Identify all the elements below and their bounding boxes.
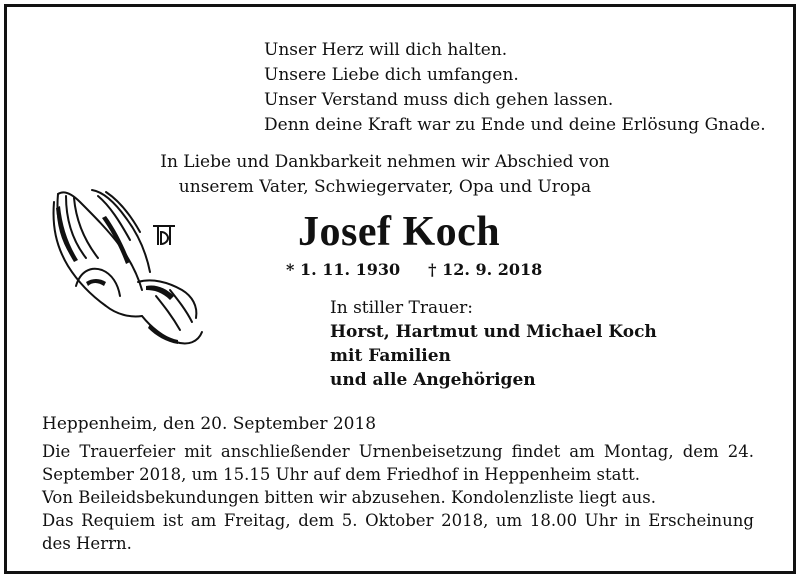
mourners-heading: In stiller Trauer: (330, 298, 473, 318)
mourners-line: mit Familien (330, 346, 451, 366)
requiem-info: Das Requiem ist am Freitag, dem 5. Oktober 2018, um 18.00 Uhr in Erscheinung des Herrn. (42, 511, 754, 553)
mourners-block (330, 296, 657, 392)
announcement-body (42, 440, 754, 555)
mourners-line: Horst, Hartmut und Michael Koch (330, 322, 657, 342)
place-and-date: Heppenheim, den 20. September 2018 (42, 414, 377, 434)
intro-line: unserem Vater, Schwiegervater, Opa und Uropa (178, 177, 592, 197)
intro-line: In Liebe und Dankbarkeit nehmen wir Abschied von (160, 152, 610, 172)
poem-line: Unser Herz will dich halten. (264, 40, 508, 60)
poem-line: Denn deine Kraft war zu Ende und deine Erlösung Gnade. (264, 115, 766, 135)
birth-date: * 1. 11. 1930 (286, 260, 401, 279)
poem (264, 38, 766, 138)
farewell-intro (150, 150, 620, 200)
poem-line: Unsere Liebe dich umfangen. (264, 65, 519, 85)
duerer-monogram-icon (152, 222, 176, 246)
life-dates (286, 258, 542, 282)
deceased-name: Josef Koch (298, 209, 501, 255)
praying-hands-icon (46, 186, 206, 366)
poem-line: Unser Verstand muss dich gehen lassen. (264, 90, 614, 110)
funeral-info: Die Trauerfeier mit anschließender Urnenbeisetzung findet am Montag, dem 24. September 2018, um 15.15 Uhr auf dem Friedhof in Heppenheim statt. (42, 442, 754, 484)
mourners-line: und alle Angehörigen (330, 370, 536, 390)
death-date: † 12. 9. 2018 (428, 260, 543, 279)
condolence-note: Von Beileidsbekundungen bitten wir abzusehen. Kondolenzliste liegt aus. (42, 488, 656, 507)
